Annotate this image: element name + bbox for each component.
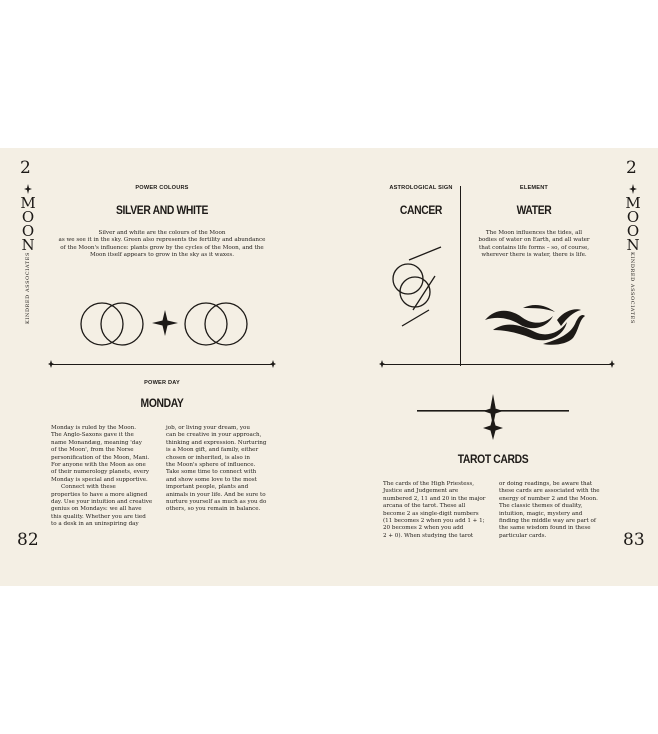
power-colours-title: SILVER AND WHITE — [116, 205, 208, 217]
two-interlocking-circles-icon — [78, 296, 148, 352]
power-day-title: MONDAY — [140, 398, 184, 410]
right-side-label: KINDRED ASSOCIATES — [629, 252, 635, 324]
right-chapter-word: M O O N — [625, 194, 641, 254]
water-waves-icon — [483, 300, 587, 348]
power-colours-label: POWER COLOURS — [135, 185, 189, 191]
divider-star-icon — [48, 360, 54, 368]
monday-column-2: job, or living your dream, you can be creative in your approach, thinking and expression. Nurturing is a Moon gift, and family, either chosen or inherited, is also in the Moon's sphere of influence. Take some time to connect with and show some love to the most important people, plants and animals in your life. And be sure to nurture yourself as much as you do others, so you remain in balance. — [166, 425, 267, 513]
right-chapter-star-icon — [629, 184, 637, 194]
left-divider-line — [52, 364, 272, 365]
left-page — [0, 148, 329, 586]
left-chapter-star-icon — [24, 184, 32, 194]
tarot-cards-title: TAROT CARDS — [457, 454, 529, 466]
element-title: WATER — [516, 205, 552, 217]
right-chapter-number: 2 — [626, 158, 637, 178]
divider-star-icon — [379, 360, 385, 368]
astrological-sign-label: ASTROLOGICAL SIGN — [389, 185, 453, 191]
book-spread — [0, 148, 658, 586]
tarot-column-1: The cards of the High Priestess, Justice and Judgement are numbered 2, 11 and 20 in the major arcana of the tarot. These all become 2 as single-digit numbers (11 becomes 2 when you add 1 + 1; 20 becomes 2 when you add 2 + 0). When studying the tarot — [383, 481, 486, 539]
right-divider-line — [383, 364, 611, 365]
power-day-label: POWER DAY — [144, 380, 180, 386]
divider-star-icon — [609, 360, 615, 368]
cancer-glyph-icon — [389, 244, 453, 330]
element-text: The Moon influences the tides, all bodies of water on Earth, and all water that contains life forms – so, of course, wherever there is water, there is life. — [478, 230, 590, 259]
tarot-column-2: or doing readings, be aware that these cards are associated with the energy of number 2 and the Moon. The classic themes of duality, intuition, magic, mystery and finding the middle way are part of the same wisdom found in these particular cards. — [499, 481, 600, 539]
astrological-sign-title: CANCER — [399, 205, 443, 217]
two-interlocking-circles-icon — [182, 296, 252, 352]
left-chapter-word: M O O N — [20, 194, 36, 254]
power-colours-text: Silver and white are the colours of the Moon as we see it in the sky. Green also represents the fertility and abundance of the Moon's influence: plants grow by the cycles of the Moon, and the Moon itself appears to grow in the sky as it waxes. — [58, 230, 266, 259]
left-side-label: KINDRED ASSOCIATES — [25, 252, 31, 324]
star-divider-icon — [417, 394, 569, 440]
left-chapter-number: 2 — [20, 158, 31, 178]
divider-star-icon — [270, 360, 276, 368]
right-page-number: 83 — [623, 530, 645, 550]
right-page — [329, 148, 658, 586]
left-page-number: 82 — [17, 530, 39, 550]
element-label: ELEMENT — [519, 185, 549, 191]
monday-column-1: Monday is ruled by the Moon. The Anglo-Saxons gave it the name Monandæg, meaning 'day of the Moon', from the Norse personification of the Moon, Mani. For anyone with the Moon as one of their numerology planets, every Monday is special and supportive. Connect with these properties to have a more aligned day. Use your intuition and creative genius on Mondays: we all have this quality. Whether you are tied to a desk in an uninspiring day — [51, 425, 153, 528]
four-point-star-icon — [152, 310, 178, 336]
